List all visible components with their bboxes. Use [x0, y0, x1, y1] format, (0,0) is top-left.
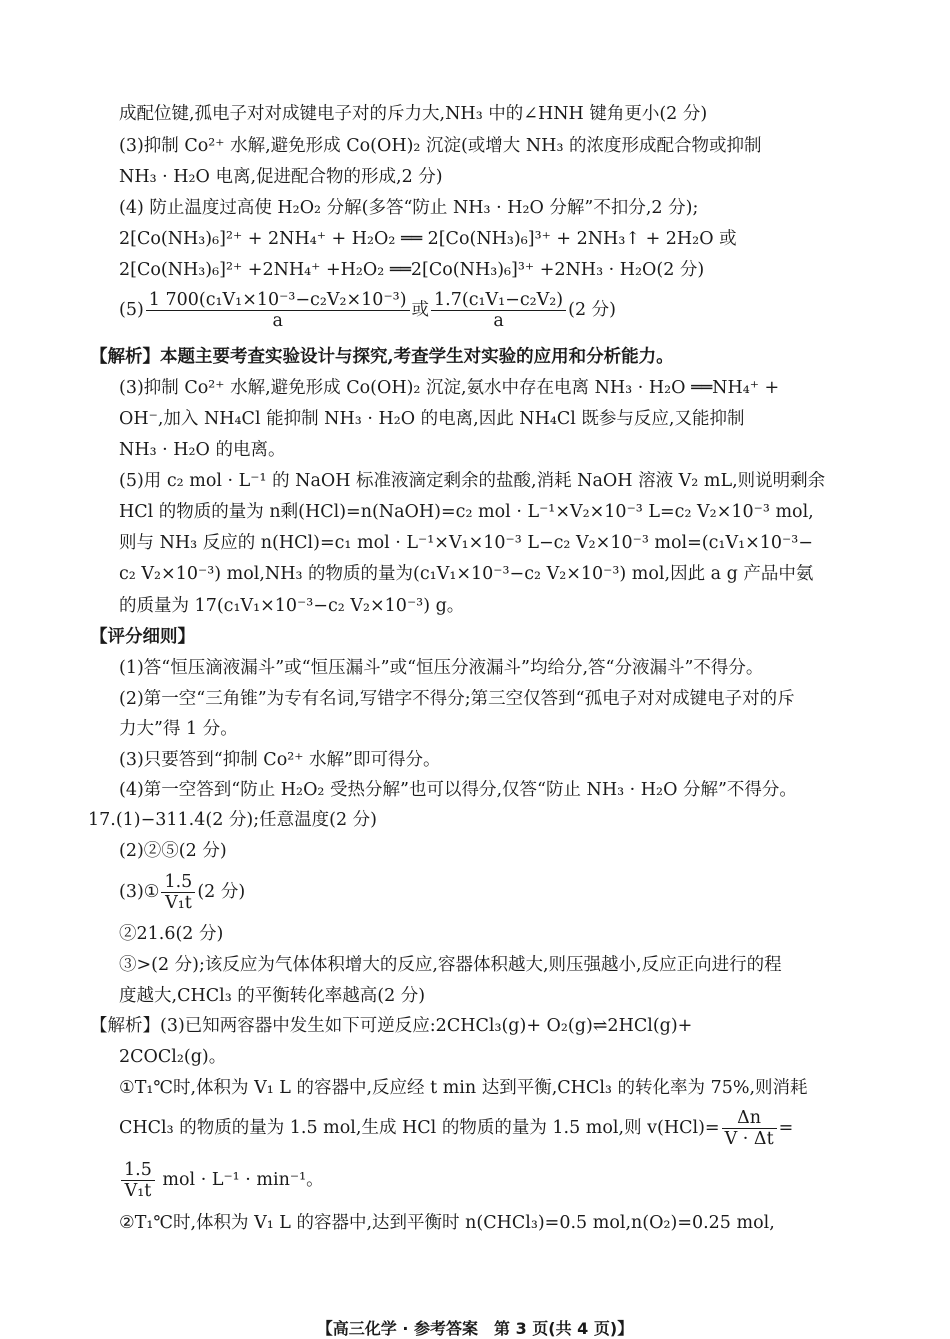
fraction — [722, 1108, 777, 1149]
formula-prefix: (5) — [119, 300, 144, 320]
fraction-denominator: V · Δt — [724, 1129, 774, 1149]
formula-suffix: (2 分) — [568, 300, 616, 320]
text-line: 度越大,CHCl₃ 的平衡转化率越高(2 分) — [119, 986, 426, 1006]
text-line: 则与 NH₃ 反应的 n(HCl)=c₁ mol · L⁻¹×V₁×10⁻³ L−c₂ V₂×10⁻³ mol=(c₁V₁×10⁻³− — [119, 533, 813, 553]
text-line: c₂ V₂×10⁻³) mol,NH₃ 的物质的量为(c₁V₁×10⁻³−c₂ V₂×10⁻³) mol,因此 a g 产品中氨 — [119, 564, 814, 584]
text-line: NH₃ · H₂O 电离,促进配合物的形成,2 分) — [119, 167, 443, 187]
fraction-denominator: V₁t — [124, 1181, 152, 1201]
text-line: NH₃ · H₂O 的电离。 — [119, 440, 286, 460]
text-line: (4)第一空答到“防止 H₂O₂ 受热分解”也可以得分,仅答“防止 NH₃ · H₂O 分解”不得分。 — [119, 780, 797, 800]
fraction — [161, 872, 195, 913]
text-line: HCl 的物质的量为 n剩(HCl)=n(NaOH)=c₂ mol · L⁻¹×V₂×10⁻³ L=c₂ V₂×10⁻³ mol, — [119, 502, 814, 522]
text-line: (2)第一空“三角锥”为专有名词,写错字不得分;第三空仅答到“孤电子对对成键电子对的斥 — [119, 689, 795, 709]
question-number-line: 17.(1)−311.4(2 分);任意温度(2 分) — [88, 810, 377, 830]
text-line: ②21.6(2 分) — [119, 924, 224, 944]
fraction — [121, 1160, 155, 1201]
formula-or: 或 — [411, 300, 430, 320]
formula-prefix: CHCl₃ 的物质的量为 1.5 mol,生成 HCl 的物质的量为 1.5 mol,则 v(HCl)= — [119, 1118, 720, 1138]
section-heading: 【解析】本题主要考查实验设计与探究,考查学生对实验的应用和分析能力。 — [90, 347, 674, 367]
fraction-denominator: a — [493, 311, 504, 331]
formula-line — [119, 1108, 793, 1149]
text-line: 力大”得 1 分。 — [119, 719, 238, 739]
formula-line — [119, 872, 245, 913]
formula-line — [119, 1160, 324, 1201]
text-line: 2[Co(NH₃)₆]²⁺ +2NH₄⁺ +H₂O₂ ══2[Co(NH₃)₆]³⁺ +2NH₃ · H₂O(2 分) — [119, 260, 705, 280]
text-line: (3)抑制 Co²⁺ 水解,避免形成 Co(OH)₂ 沉淀,氨水中存在电离 NH₃ · H₂O ══NH₄⁺ + — [119, 378, 780, 398]
fraction-denominator: a — [272, 311, 283, 331]
fraction — [146, 290, 410, 331]
text-line: 成配位键,孤电子对对成键电子对的斥力大,NH₃ 中的∠HNH 键角更小(2 分) — [119, 104, 708, 124]
text-line: ①T₁℃时,体积为 V₁ L 的容器中,反应经 t min 达到平衡,CHCl₃ 的转化率为 75%,则消耗 — [119, 1078, 808, 1098]
fraction-numerator: Δn — [722, 1108, 777, 1129]
fraction — [431, 290, 566, 331]
text-line: ②T₁℃时,体积为 V₁ L 的容器中,达到平衡时 n(CHCl₃)=0.5 mol,n(O₂)=0.25 mol, — [119, 1213, 775, 1233]
text-line: (5)用 c₂ mol · L⁻¹ 的 NaOH 标准液滴定剩余的盐酸,消耗 NaOH 溶液 V₂ mL,则说明剩余 — [119, 471, 826, 491]
formula-suffix: = — [778, 1118, 794, 1138]
formula-suffix: (2 分) — [197, 882, 246, 902]
formula-prefix: (3)① — [119, 882, 160, 902]
section-heading: 【评分细则】 — [90, 627, 195, 647]
fraction-numerator: 1.5 — [161, 872, 195, 893]
text-line: ③>(2 分);该反应为气体体积增大的反应,容器体积越大,则压强越小,反应正向进行的程 — [119, 955, 782, 975]
analysis-line: 【解析】(3)已知两容器中发生如下可逆反应:2CHCl₃(g)+ O₂(g)⇌2HCl(g)+ — [90, 1016, 693, 1036]
text-line: 2[Co(NH₃)₆]²⁺ + 2NH₄⁺ + H₂O₂ ══ 2[Co(NH₃)₆]³⁺ + 2NH₃↑ + 2H₂O 或 — [119, 229, 737, 249]
fraction-denominator: V₁t — [165, 893, 192, 913]
fraction-numerator: 1.5 — [121, 1160, 155, 1181]
text-line: 2COCl₂(g)。 — [119, 1047, 227, 1067]
text-line: (3)抑制 Co²⁺ 水解,避免形成 Co(OH)₂ 沉淀(或增大 NH₃ 的浓度形成配合物或抑制 — [119, 136, 762, 156]
formula-line — [119, 290, 616, 331]
text-line: 的质量为 17(c₁V₁×10⁻³−c₂ V₂×10⁻³) g。 — [119, 596, 465, 616]
text-line: (3)只要答到“抑制 Co²⁺ 水解”即可得分。 — [119, 750, 441, 770]
fraction-numerator: 1 700(c₁V₁×10⁻³−c₂V₂×10⁻³) — [146, 290, 410, 311]
formula-suffix: mol · L⁻¹ · min⁻¹。 — [156, 1170, 324, 1190]
page-footer: 【高三化学 · 参考答案 第 3 页(共 4 页)】 — [316, 1319, 634, 1338]
fraction-numerator: 1.7(c₁V₁−c₂V₂) — [431, 290, 566, 311]
text-line: (2)②⑤(2 分) — [119, 841, 227, 861]
text-line: (1)答“恒压滴液漏斗”或“恒压漏斗”或“恒压分液漏斗”均给分,答“分液漏斗”不得分。 — [119, 658, 764, 678]
text-line: OH⁻,加入 NH₄Cl 能抑制 NH₃ · H₂O 的电离,因此 NH₄Cl 既参与反应,又能抑制 — [119, 409, 745, 429]
text-line: (4) 防止温度过高使 H₂O₂ 分解(多答“防止 NH₃ · H₂O 分解”不扣分,2 分); — [119, 198, 699, 218]
